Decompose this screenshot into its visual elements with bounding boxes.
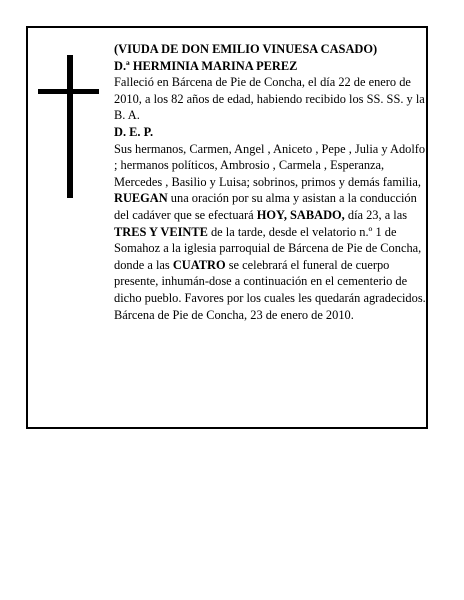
obituary-text: [114, 41, 426, 323]
dep-text: D. E. P.: [114, 124, 154, 139]
death-text: Falleció en Bárcena de Pie de Concha, el día 22 de enero de 2010, a los 82 años de edad, habiendo recibido los SS. SS. y la B. A.: [114, 75, 425, 123]
widow-line: (VIUDA DE DON EMILIO VINUESA CASADO): [114, 42, 378, 56]
obituary-frame: [26, 26, 428, 429]
hoy-sabado-text: HOY, SABADO,: [256, 207, 345, 222]
closing-text: Bárcena de Pie de Concha, 23 de enero de 2010.: [114, 307, 354, 322]
request-text-4: se celebrará el funeral de cuerpo presente, inhumán-dose a continuación en el cementerio de dicho pueblo. Favores por los cuales les quedarán agradecidos.: [114, 257, 426, 305]
hora-text: TRES Y VEINTE: [114, 224, 208, 239]
deceased-name: D.ª HERMINIA MARINA PEREZ: [114, 58, 298, 73]
cross-icon: [38, 55, 99, 198]
ruegan-text: RUEGAN: [114, 191, 168, 206]
request-text-3: de la tarde, desde el velatorio n.º 1 de Somahoz a la iglesia parroquial de Bárcena de Pie de Concha, donde a las: [114, 224, 422, 272]
request-text-1: una oración por su alma y asistan a la conducción del cadáver que se efectuará: [114, 191, 417, 222]
request-text-2: día 23, a las: [344, 207, 408, 222]
cuatro-text: CUATRO: [172, 257, 226, 272]
family-text: Sus hermanos, Carmen, Angel , Aniceto , Pepe , Julia y Adolfo ; hermanos políticos, Ambrosio , Carmela , Esperanza, Mercedes , Basilio y Luisa; sobrinos, primos y demás familia,: [114, 141, 426, 189]
request-paragraph: [114, 190, 426, 306]
